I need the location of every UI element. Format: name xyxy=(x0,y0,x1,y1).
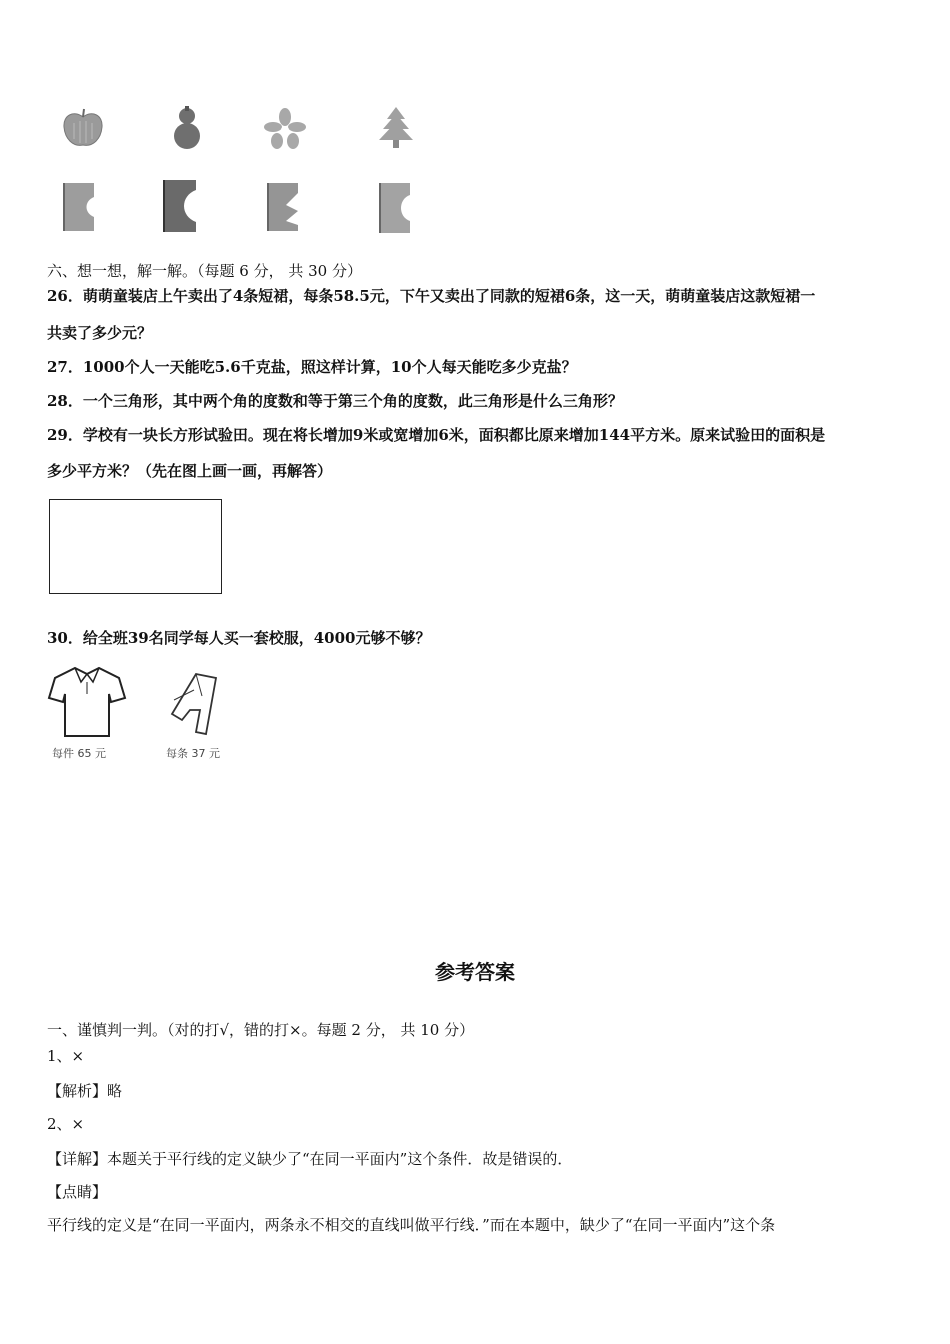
question-26-line-1: 26．萌萌童装店上午卖出了4条短裙，每条58.5元，下午又卖出了同款的短裙6条，这一天，萌萌童装店这款短裙一 xyxy=(47,287,816,305)
question-29-line-1: 29．学校有一块长方形试验田。现在将长增加9米或宽增加6米，面积都比原来增加144平方米。原来试验田的面积是 xyxy=(47,426,826,444)
folded-paper-d xyxy=(378,181,414,235)
question-29-line-2: 多少平方米？（先在图上画一画，再解答） xyxy=(47,462,333,480)
question-30: 30．给全班39名同学每人买一套校服，4000元够不够？ xyxy=(47,629,431,647)
question-28: 28．一个三角形，其中两个角的度数和等于第三个角的度数，此三角形是什么三角形？ xyxy=(47,392,623,410)
answer-2: 2、× xyxy=(47,1115,85,1133)
tree-figure xyxy=(375,105,417,151)
question-26-line-2: 共卖了多少元？ xyxy=(47,324,153,342)
gourd-figure xyxy=(164,104,210,152)
answer-1: 1、× xyxy=(47,1047,85,1065)
answer-1-analysis: 【解析】略 xyxy=(47,1082,123,1100)
pants-figure xyxy=(166,670,222,740)
field-drawing-box xyxy=(49,499,222,594)
answer-2-tip-label: 【点睛】 xyxy=(47,1183,108,1201)
flower-figure xyxy=(262,107,308,151)
answers-section-heading: 一、谨慎判一判。（对的打√，错的打×。每题 2 分， 共 10 分） xyxy=(47,1021,475,1039)
folded-paper-a xyxy=(62,181,98,233)
question-27: 27．1000个人一天能吃5.6千克盐，照这样计算，10个人每天能吃多少克盐？ xyxy=(47,358,577,376)
folded-paper-b xyxy=(160,178,202,234)
apple-figure xyxy=(60,105,106,151)
section-heading: 六、想一想，解一解。（每题 6 分， 共 30 分） xyxy=(47,262,362,280)
pants-price: 每条 37 元 xyxy=(166,747,220,760)
answer-2-detail: 【详解】本题关于平行线的定义缺少了“在同一平面内”这个条件．故是错误的． xyxy=(47,1150,573,1168)
shirt-price: 每件 65 元 xyxy=(52,747,106,760)
shirt-figure xyxy=(47,664,127,740)
answer-2-tip-text: 平行线的定义是“在同一平面内，两条永不相交的直线叫做平行线．”而在本题中，缺少了“在同一平面内”这个条 xyxy=(47,1216,776,1234)
folded-paper-c xyxy=(266,181,302,233)
answers-title: 参考答案 xyxy=(435,960,515,984)
